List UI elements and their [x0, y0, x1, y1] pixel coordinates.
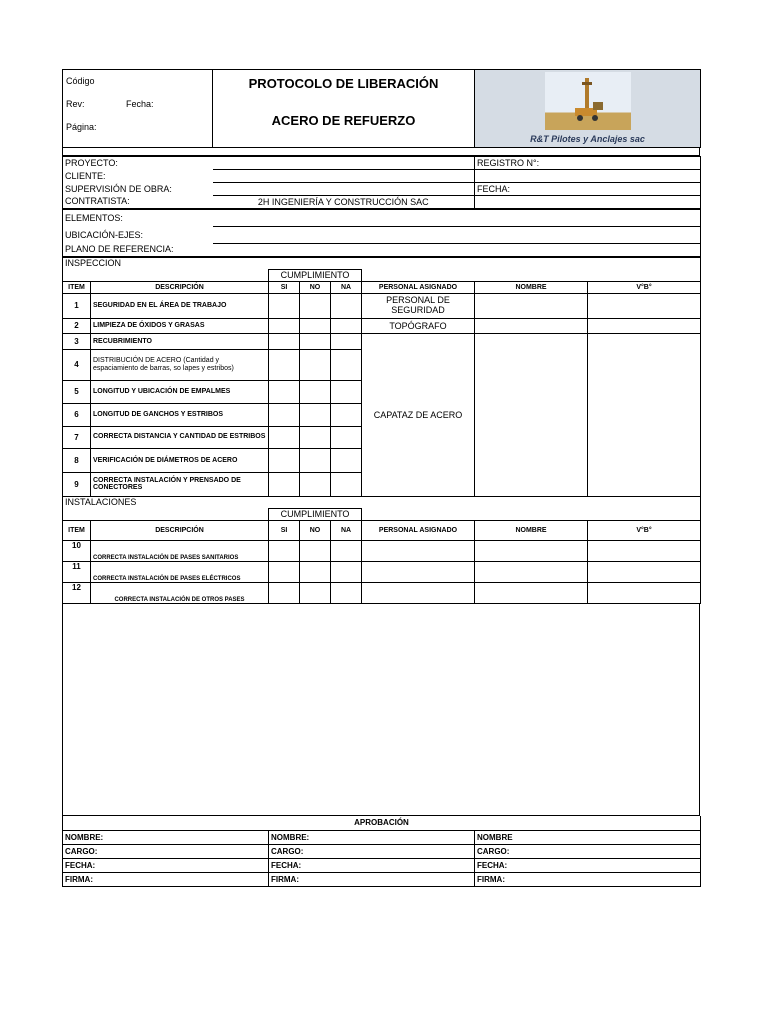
si-check[interactable] — [269, 349, 300, 380]
no-check[interactable] — [300, 380, 331, 403]
logo-cell — [475, 70, 701, 148]
col-descripcion: DESCRIPCIÓN — [91, 281, 269, 293]
protocol-form — [62, 69, 700, 887]
approval-table — [62, 816, 701, 887]
table-row: 3 RECUBRIMIENTO CAPATAZ DE ACERO — [63, 333, 701, 349]
table-row: 12 CORRECTA INSTALACIÓN DE OTROS PASES — [63, 582, 701, 603]
si-check[interactable] — [269, 561, 300, 582]
contratista-label: CONTRATISTA: — [63, 195, 213, 208]
table-row: 7 CORRECTA DISTANCIA Y CANTIDAD DE ESTRIBOS — [63, 426, 701, 448]
cliente-label: CLIENTE: — [63, 169, 213, 182]
ubicacion-field[interactable] — [213, 226, 701, 243]
no-check[interactable] — [300, 333, 331, 349]
personal-field[interactable] — [362, 561, 475, 582]
cliente-field[interactable] — [213, 169, 475, 182]
instalaciones-col-headers: ITEM DESCRIPCIÓN SI NO NA PERSONAL ASIGNADO NOMBRE V°B° — [63, 520, 701, 540]
table-row: 8 VERIFICACIÓN DE DIÁMETROS DE ACERO — [63, 448, 701, 472]
approval-3-nombre[interactable]: NOMBRE — [475, 830, 701, 844]
na-check[interactable] — [331, 540, 362, 561]
proyecto-label: PROYECTO: — [63, 156, 213, 169]
nombre-field[interactable] — [475, 540, 588, 561]
spacer-band — [62, 148, 700, 156]
vb-field[interactable] — [588, 333, 701, 496]
elementos-field[interactable] — [213, 209, 701, 226]
table-row: 9 CORRECTA INSTALACIÓN Y PRENSADO DE CONECTORES — [63, 472, 701, 496]
cumplimiento-header-2: CUMPLIMIENTO — [269, 508, 362, 520]
project-info-table — [62, 156, 701, 209]
proyecto-field[interactable] — [213, 156, 475, 169]
fecha-project-field[interactable] — [475, 195, 701, 208]
vb-field[interactable] — [588, 582, 701, 603]
observations-field[interactable] — [63, 604, 700, 816]
col-na: NA — [331, 281, 362, 293]
approval-1-fecha[interactable]: FECHA: — [63, 858, 269, 872]
nombre-field[interactable] — [475, 561, 588, 582]
table-row: 11 CORRECTA INSTALACIÓN DE PASES ELÉCTRICOS — [63, 561, 701, 582]
no-check[interactable] — [300, 540, 331, 561]
vb-field[interactable] — [588, 318, 701, 333]
no-check[interactable] — [300, 293, 331, 318]
approval-2-firma[interactable]: FIRMA: — [269, 872, 475, 886]
company-name: R&T Pilotes y Anclajes sac — [530, 134, 645, 144]
si-check[interactable] — [269, 403, 300, 426]
approval-2-fecha[interactable]: FECHA: — [269, 858, 475, 872]
header-title-cell — [213, 70, 475, 148]
personal-field[interactable] — [362, 582, 475, 603]
na-check[interactable] — [331, 318, 362, 333]
col-personal: PERSONAL ASIGNADO — [362, 281, 475, 293]
supervision-label: SUPERVISIÓN DE OBRA: — [63, 182, 213, 195]
drilling-rig-logo-icon — [545, 72, 631, 130]
approval-1-nombre[interactable]: NOMBRE: — [63, 830, 269, 844]
na-check[interactable] — [331, 333, 362, 349]
table-row: 5 LONGITUD Y UBICACIÓN DE EMPALMES — [63, 380, 701, 403]
approval-2-cargo[interactable]: CARGO: — [269, 844, 475, 858]
header-meta — [63, 70, 213, 148]
si-check[interactable] — [269, 426, 300, 448]
no-check[interactable] — [300, 582, 331, 603]
nombre-field[interactable] — [475, 318, 588, 333]
cumplimiento-header: CUMPLIMIENTO — [269, 269, 362, 281]
document-title: PROTOCOLO DE LIBERACIÓN — [248, 76, 439, 91]
approval-title: APROBACIÓN — [63, 816, 701, 830]
no-check[interactable] — [300, 448, 331, 472]
fecha-label: Fecha: — [126, 99, 154, 109]
codigo-label: Código — [66, 76, 95, 86]
no-check[interactable] — [300, 472, 331, 496]
nombre-field[interactable] — [475, 582, 588, 603]
approval-3-firma[interactable]: FIRMA: — [475, 872, 701, 886]
table-row: 6 LONGITUD DE GANCHOS Y ESTRIBOS — [63, 403, 701, 426]
na-check[interactable] — [331, 561, 362, 582]
na-check[interactable] — [331, 380, 362, 403]
approval-3-cargo[interactable]: CARGO: — [475, 844, 701, 858]
ubicacion-label: UBICACIÓN-EJES: — [63, 226, 213, 243]
vb-field[interactable] — [588, 561, 701, 582]
table-row: 10 CORRECTA INSTALACIÓN DE PASES SANITARIOS — [63, 540, 701, 561]
personal-field[interactable] — [362, 540, 475, 561]
col-vb: V°B° — [588, 281, 701, 293]
inspeccion-col-headers — [63, 281, 701, 293]
vb-field[interactable] — [588, 293, 701, 318]
plano-field[interactable] — [213, 243, 701, 256]
no-check[interactable] — [300, 426, 331, 448]
si-check[interactable] — [269, 318, 300, 333]
observations-area — [62, 604, 700, 817]
supervision-field[interactable] — [213, 182, 475, 195]
col-no: NO — [300, 281, 331, 293]
no-check[interactable] — [300, 318, 331, 333]
si-check[interactable] — [269, 333, 300, 349]
table-row: 4 DISTRIBUCIÓN DE ACERO (Cantidad y espaciamiento de barras, so lapes y estribos) — [63, 349, 701, 380]
registro-label: REGISTRO N°: — [475, 156, 701, 169]
nombre-field[interactable] — [475, 333, 588, 496]
col-item: ITEM — [63, 281, 91, 293]
na-check[interactable] — [331, 472, 362, 496]
na-check[interactable] — [331, 349, 362, 380]
plano-label: PLANO DE REFERENCIA: — [63, 243, 213, 256]
instalaciones-title: INSTALACIONES — [63, 496, 701, 508]
personal-topografo: TOPÓGRAFO — [362, 318, 475, 333]
table-row: 1 SEGURIDAD EN EL ÁREA DE TRABAJO PERSONAL DE SEGURIDAD — [63, 293, 701, 318]
elements-table — [62, 209, 701, 257]
inspeccion-title: INSPECCION — [63, 257, 701, 269]
contratista-value: 2H INGENIERÍA Y CONSTRUCCIÓN SAC — [213, 195, 475, 208]
si-check[interactable] — [269, 380, 300, 403]
rev-label: Rev: — [66, 99, 85, 109]
fecha-project-label: FECHA: — [475, 182, 701, 195]
col-si: SI — [269, 281, 300, 293]
document-subtitle: ACERO DE REFUERZO — [271, 113, 416, 128]
approval-3-fecha[interactable]: FECHA: — [475, 858, 701, 872]
registro-field[interactable] — [475, 169, 701, 182]
si-check[interactable] — [269, 582, 300, 603]
na-check[interactable] — [331, 426, 362, 448]
header-table — [62, 69, 701, 148]
inspeccion-table — [62, 257, 701, 604]
elementos-label: ELEMENTOS: — [63, 209, 213, 226]
nombre-field[interactable] — [475, 293, 588, 318]
approval-1-cargo[interactable]: CARGO: — [63, 844, 269, 858]
na-check[interactable] — [331, 403, 362, 426]
na-check[interactable] — [331, 448, 362, 472]
no-check[interactable] — [300, 349, 331, 380]
si-check[interactable] — [269, 472, 300, 496]
si-check[interactable] — [269, 293, 300, 318]
col-nombre: NOMBRE — [475, 281, 588, 293]
approval-1-firma[interactable]: FIRMA: — [63, 872, 269, 886]
table-row: 2 LIMPIEZA DE ÓXIDOS Y GRASAS TOPÓGRAFO — [63, 318, 701, 333]
personal-capataz: CAPATAZ DE ACERO — [362, 333, 475, 496]
na-check[interactable] — [331, 293, 362, 318]
si-check[interactable] — [269, 540, 300, 561]
pagina-label: Página: — [66, 122, 97, 132]
no-check[interactable] — [300, 403, 331, 426]
approval-2-nombre[interactable]: NOMBRE: — [269, 830, 475, 844]
personal-seguridad: PERSONAL DE SEGURIDAD — [362, 293, 475, 318]
vb-field[interactable] — [588, 540, 701, 561]
no-check[interactable] — [300, 561, 331, 582]
na-check[interactable] — [331, 582, 362, 603]
si-check[interactable] — [269, 448, 300, 472]
